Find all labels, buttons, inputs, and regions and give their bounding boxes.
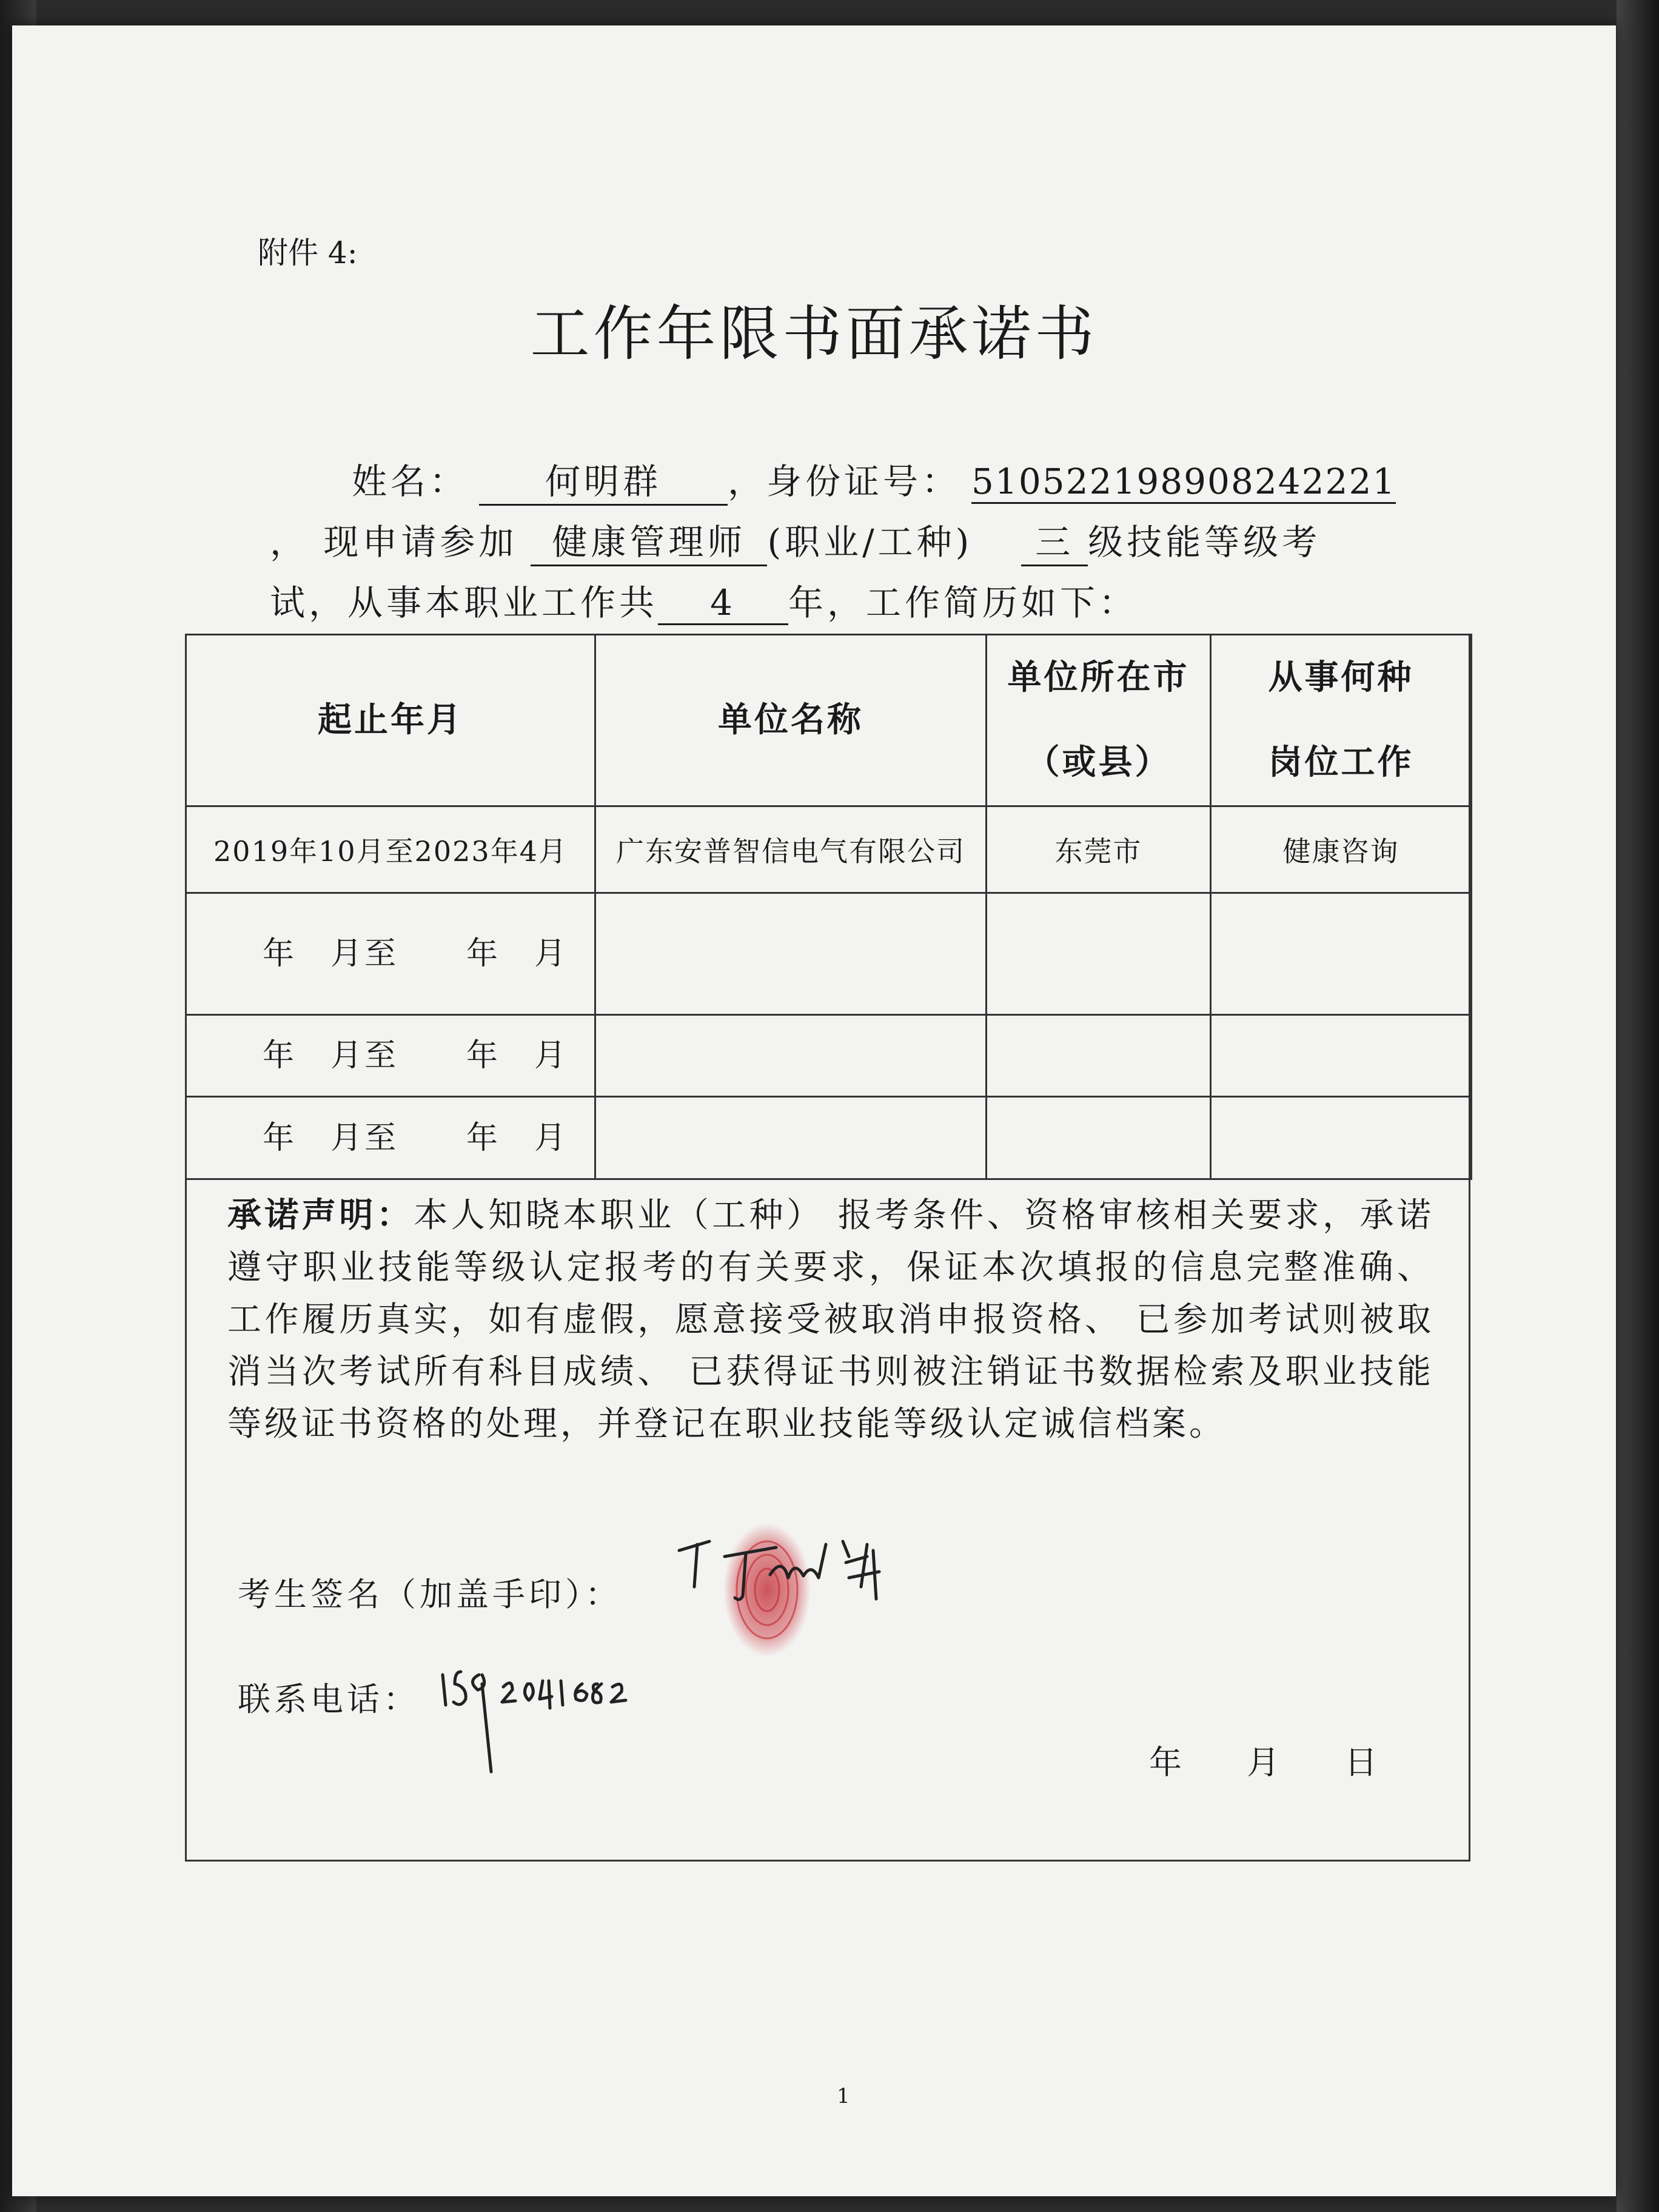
row-position [1211,893,1472,1015]
level-suffix: 级技能等级考 [1088,521,1321,563]
header-period: 起止年月 [186,635,595,806]
signature-with-fingerprint [667,1520,922,1666]
id-label: ，身份证号： [728,461,961,502]
row-position [1211,1097,1472,1179]
row-period: 2019年10月至2023年4月 [186,806,595,893]
row-city: 东莞市 [987,806,1211,893]
apply-prefix: ， 现申请参加 [270,521,518,563]
table-row [186,806,1472,893]
row-position [1211,1015,1472,1097]
row-position: 健康咨询 [1211,806,1472,893]
header-city-line2: （或县） [1025,743,1171,782]
table-row [186,1015,1472,1097]
table-row [186,1097,1472,1179]
years-prefix: 试，从事本职业工作共 [270,582,659,623]
header-position-line1: 从事何种 [1268,658,1414,697]
date-line: 年 月 日 [1149,1743,1378,1781]
annex-label: 附件 4: [258,235,358,270]
signature-label: 考生签名（加盖手印）： [238,1575,622,1614]
commitment-statement [227,1190,1434,1450]
occupation-field: 健康管理师 [531,514,767,566]
row-city [987,893,1211,1015]
header-position-line2: 岗位工作 [1268,743,1414,782]
row-period: 年 月至 年 月 [186,1015,595,1097]
page-number: 1 [837,2084,850,2108]
name-label: 姓名： [352,461,469,502]
desk-background-right [1617,0,1659,2212]
header-company: 单位名称 [595,635,987,806]
phone-label: 联系电话： [238,1680,420,1718]
occupation-suffix: (职业/工种) [767,521,973,563]
document-title: 工作年限书面承诺书 [530,300,1098,369]
header-city [987,635,1211,806]
row-city [987,1097,1211,1179]
table-row [186,893,1472,1015]
level-field: 三 [1021,514,1088,566]
handwritten-phone-number [431,1657,649,1784]
paper-sheet [12,25,1616,2196]
header-city-line1: 单位所在市 [1007,658,1190,697]
statement-label: 承诺声明： [227,1196,414,1235]
years-suffix: 年，工作简历如下： [788,582,1138,623]
table-header-row [186,635,1472,806]
name-id-line [352,453,1396,506]
row-city [987,1015,1211,1097]
row-company [595,1015,987,1097]
row-company: 广东安普智信电气有限公司 [595,806,987,893]
row-company [595,1097,987,1179]
statement-text: 本人知晓本职业（工种） 报考条件、资格审核相关要求，承诺遵守职业技能等级认定报考的有关要求，保证本次填报的信息完整准确、工作履历真实，如有虚假，愿意接受被取消申报资格、 已参加考试则被取消当次考试所有科目成绩、 已获得证书则被注销证书数据检索及职业技能等级证书资格的处理，并登记在职业技能等级认定诚信档案。 [227,1196,1434,1444]
apply-line [270,514,1321,566]
row-period: 年 月至 年 月 [186,1097,595,1179]
name-field: 何明群 [479,453,728,506]
row-company [595,893,987,1015]
work-history-table [185,634,1472,1180]
id-number-field: 510522198908242221 [971,461,1396,504]
header-position [1211,635,1472,806]
row-period: 年 月至 年 月 [186,893,595,1015]
years-line [270,574,1138,625]
years-field: 4 [658,582,788,625]
